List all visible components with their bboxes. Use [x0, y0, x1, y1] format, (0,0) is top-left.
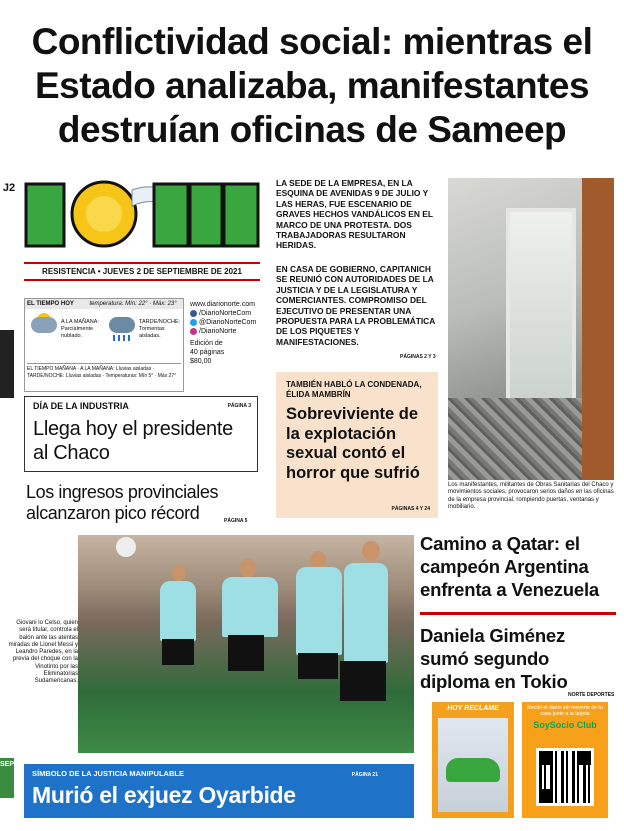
ingresos-page: PÁGINA 5: [224, 518, 248, 524]
story-page: PÁGINA 3: [227, 403, 251, 409]
ad-logo: SoySocio Club: [533, 720, 597, 730]
story-title: Llega hoy el presidente al Chaco: [33, 418, 233, 464]
player-head: [240, 559, 256, 577]
divider: [420, 612, 616, 615]
player-shirt: [222, 577, 278, 637]
facebook-link[interactable]: /DiarioNorteCom: [190, 309, 262, 318]
twitter-link[interactable]: @DiarioNorteCom: [190, 318, 262, 327]
site-link[interactable]: www.diarionorte.com: [190, 301, 255, 308]
daniela-story[interactable]: Daniela Giménez sumó segundo diploma en Tokio: [420, 625, 568, 692]
weather-tag: [25, 299, 179, 309]
sameep-photo[interactable]: [448, 178, 614, 480]
qatar-story[interactable]: Camino a Qatar: el campeón Argentina enfrenta a Venezuela: [420, 533, 600, 600]
edition-line: RESISTENCIA • JUEVES 2 DE SEPTIEMBRE DE 2021: [24, 262, 260, 281]
player-shorts: [298, 653, 338, 679]
price-info: $80,00: [190, 358, 212, 365]
logo-text: NORTE: [24, 176, 28, 177]
story-kicker: SÍMBOLO DE LA JUSTICIA MANIPULABLE: [32, 769, 184, 778]
ad-image: [438, 718, 508, 812]
player-shirt: [296, 567, 342, 655]
story-kicker: DÍA DE LA INDUSTRIA: [33, 401, 129, 411]
logo-letters: [26, 182, 258, 246]
tambien-story[interactable]: [276, 372, 438, 518]
player-shirt: [344, 563, 388, 663]
ball: [116, 537, 136, 557]
wall-post: [582, 178, 614, 480]
story-title: Murió el exjuez Oyarbide: [32, 782, 296, 808]
edition-info: Edición de: [190, 340, 223, 347]
player-shorts: [228, 635, 264, 671]
player-shorts: [340, 661, 386, 701]
twitter-icon: [190, 319, 197, 326]
rain-icon: [113, 335, 133, 341]
dia-industria-story[interactable]: [24, 396, 258, 472]
ingresos-story[interactable]: Los ingresos provinciales alcanzaron pico récord: [26, 482, 219, 523]
weather-morning: [27, 311, 105, 361]
cloud-icon: [31, 317, 57, 333]
sede-text: LA SEDE DE LA EMPRESA, EN LA ESQUINA DE AVENIDAS 9 DE JULIO Y LAS HERAS, FUE ESCENARIO DE GRAVES HECHOS VANDÁLICOS EN EL MARCO DE UNA PROTESTA. DOS TRABAJADORAS RESULTARON HERIDAS.: [276, 178, 433, 251]
section-tag: NORTE DEPORTES: [568, 692, 615, 698]
player-shirt: [160, 581, 196, 641]
side-month-tag: SEP: [0, 758, 14, 798]
casa-text: EN CASA DE GOBIERNO, CAPITANICH SE REUNIÓ CON AUTORIDADES DE LA JUSTICIA Y DE LA LEGISLATURA Y COMERCIANTES. COMPROMISO DEL EJECUTIVO DE PRESENTAR UNA PROPUESTA PARA LA PROBLEMÁTICA DE LOS PIQUETES Y MANIFESTACIONES.: [276, 264, 435, 347]
seleccion-photo[interactable]: [78, 535, 414, 753]
player-head: [172, 565, 186, 581]
qr-code-icon[interactable]: [536, 748, 594, 806]
photo-caption: Giovani lo Celso, quien será titular, controla el balón ante las atentas miradas de Lionel Messi y Leandro Paredes, en la previa del choque con la Vinotinto por las Eliminatorias Sudamericanas.: [8, 620, 78, 685]
weather-tomorrow: EL TIEMPO MAÑANA · A LA MAÑANA: Lluvias aisladas · TARDE/NOCHE: Lluvias aisladas · Temperaturas: Mín 5° · Máx 27°: [27, 363, 181, 380]
reclame-ad[interactable]: [432, 702, 514, 818]
ad-text: Recibí el diario sin moverte de tu casa junto a la tarjeta: [527, 705, 603, 717]
car-icon: [446, 758, 500, 782]
photo-caption: Los manifestantes, militantes de Obras Sanitarias del Chaco y movimientos sociales, provocaron serios daños en las oficinas de la empresa provincial, rompiendo puertas, ventanas y mobiliario.: [448, 482, 614, 510]
instagram-icon: [190, 328, 197, 335]
storm-cloud-icon: [109, 317, 135, 333]
story-page: PÁGINAS 4 Y 24: [391, 506, 430, 512]
norte-logo[interactable]: [24, 176, 260, 264]
broken-door: [506, 208, 576, 428]
weather-afternoon: [105, 311, 183, 361]
oyarbide-story[interactable]: [24, 764, 414, 818]
pages-info: 40 páginas: [190, 349, 225, 356]
story-title: Sobreviviente de la explotación sexual contó el horror que sufrió: [286, 405, 420, 482]
player-head: [362, 541, 380, 561]
main-headline[interactable]: Conflictividad social: mientras el Estado analizaba, manifestantes destruían oficinas de Sameep: [31, 21, 593, 150]
side-barcode: [0, 330, 14, 398]
player-shorts: [162, 639, 194, 665]
facebook-icon: [190, 310, 197, 317]
weather-afternoon-text: TARDE/NOCHE: Tormentas aisladas.: [139, 319, 181, 339]
side-tag: J2: [2, 182, 16, 194]
weather-temps: temperatura: Mín: 22° · Máx: 23°: [89, 301, 177, 307]
weather-title: EL TIEMPO HOY: [27, 301, 74, 307]
qr-ad[interactable]: [522, 702, 608, 818]
weather-box: [24, 298, 184, 392]
casa-page: PÁGINAS 2 Y 3: [400, 354, 436, 360]
ad-title: HOY RECLAME: [447, 705, 499, 712]
story-page: PÁGINA 21: [351, 772, 378, 778]
socials-block: [190, 300, 262, 366]
instagram-link[interactable]: /DiarioNorte: [190, 327, 262, 336]
weather-morning-text: A LA MAÑANA: Parcialmente nublado.: [61, 319, 99, 339]
story-kicker: TAMBIÉN HABLÓ LA CONDENADA, ÉLIDA MAMBRÍN: [286, 380, 422, 399]
